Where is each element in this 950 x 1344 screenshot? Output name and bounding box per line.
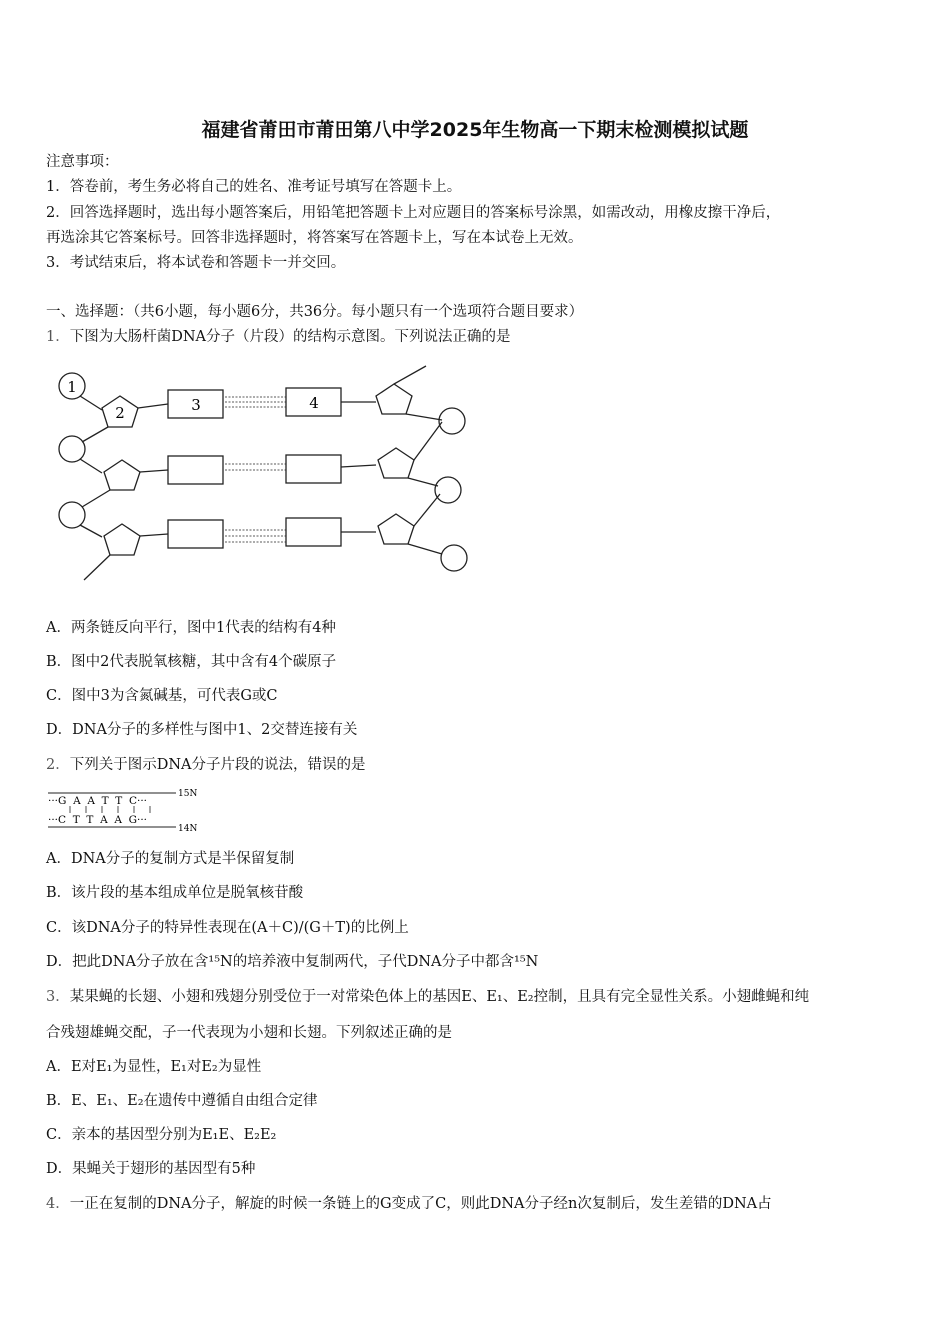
dna-sequence-figure bbox=[46, 785, 206, 835]
notice-item: 再选涂其它答案标号。回答非选择题时，将答案写在答题卡上，写在本试卷上无效。 bbox=[46, 230, 583, 246]
question-text: 下列关于图示DNA分子片段的说法，错误的是 bbox=[69, 757, 366, 773]
notice-heading: 注意事项： bbox=[46, 154, 119, 170]
question-text: 一正在复制的DNA分子，解旋的时候一条链上的G变成了C，则此DNA分子经n次复制后，发生差错的DNA占 bbox=[69, 1196, 772, 1212]
dna-structure-diagram bbox=[50, 362, 480, 592]
question-1-stem bbox=[46, 327, 511, 347]
strand-top: ···G A A T T C··· bbox=[48, 795, 147, 807]
section-heading: 一、选择题：（共6小题，每小题6分，共36分。每小题只有一个选项符合题目要求） bbox=[46, 304, 584, 320]
q1-option-b: B．图中2代表脱氧核糖，其中含有4个碳原子 bbox=[46, 654, 337, 670]
question-number: 2． bbox=[46, 757, 70, 773]
question-4-stem bbox=[46, 1194, 772, 1214]
q2-option-d: D．把此DNA分子放在含¹⁵N的培养液中复制两代，子代DNA分子中都含¹⁵N bbox=[46, 954, 539, 970]
question-number: 3． bbox=[46, 989, 70, 1005]
question-3-stem bbox=[46, 987, 809, 1007]
q2-option-b: B．该片段的基本组成单位是脱氧核苷酸 bbox=[46, 885, 304, 901]
question-number: 1． bbox=[46, 329, 70, 345]
q3-option-d: D．果蝇关于翅形的基因型有5种 bbox=[46, 1161, 256, 1177]
q3-option-b: B．E、E₁、E₂在遗传中遵循自由组合定律 bbox=[46, 1093, 318, 1109]
diagram-label: 2 bbox=[115, 404, 125, 422]
page-title: 福建省莆田市莆田第八中学2025年生物高一下期末检测模拟试题 bbox=[201, 119, 749, 141]
question-2-stem bbox=[46, 755, 366, 775]
label-14n: 14N bbox=[178, 824, 198, 834]
strand-bottom: ···C T T A A G··· bbox=[48, 814, 147, 826]
diagram-label: 3 bbox=[191, 396, 201, 414]
notice-item: 3．考试结束后，将本试卷和答题卡一并交回。 bbox=[46, 255, 346, 271]
q3-option-a: A．E对E₁为显性，E₁对E₂为显性 bbox=[46, 1059, 262, 1075]
notice-item: 2．回答选择题时，选出每小题答案后，用铅笔把答题卡上对应题目的答案标号涂黑，如需改动，用橡皮擦干净后， bbox=[46, 205, 781, 221]
q3-option-c: C．亲本的基因型分别为E₁E、E₂E₂ bbox=[46, 1127, 277, 1143]
q2-option-a: A．DNA分子的复制方式是半保留复制 bbox=[46, 851, 295, 867]
question-text: 下图为大肠杆菌DNA分子（片段）的结构示意图。下列说法正确的是 bbox=[69, 329, 511, 345]
q1-option-a: A．两条链反向平行，图中1代表的结构有4种 bbox=[46, 620, 336, 636]
question-text: 某果蝇的长翅、小翅和残翅分别受位于一对常染色体上的基因E、E₁、E₂控制，且具有完全显性关系。小翅雌蝇和纯 bbox=[69, 989, 810, 1005]
label-15n: 15N bbox=[178, 789, 198, 799]
notice-item: 1．答卷前，考生务必将自己的姓名、准考证号填写在答题卡上。 bbox=[46, 179, 462, 195]
diagram-label: 1 bbox=[67, 378, 77, 396]
question-number: 4． bbox=[46, 1196, 70, 1212]
q1-option-c: C．图中3为含氮碱基，可代表G或C bbox=[46, 688, 278, 704]
q2-option-c: C．该DNA分子的特异性表现在(A＋C)/(G＋T)的比例上 bbox=[46, 920, 409, 936]
question-3-stem-cont: 合残翅雄蝇交配，子一代表现为小翅和长翅。下列叙述正确的是 bbox=[46, 1025, 452, 1041]
q1-option-d: D．DNA分子的多样性与图中1、2交替连接有关 bbox=[46, 722, 358, 738]
diagram-label: 4 bbox=[309, 394, 319, 412]
